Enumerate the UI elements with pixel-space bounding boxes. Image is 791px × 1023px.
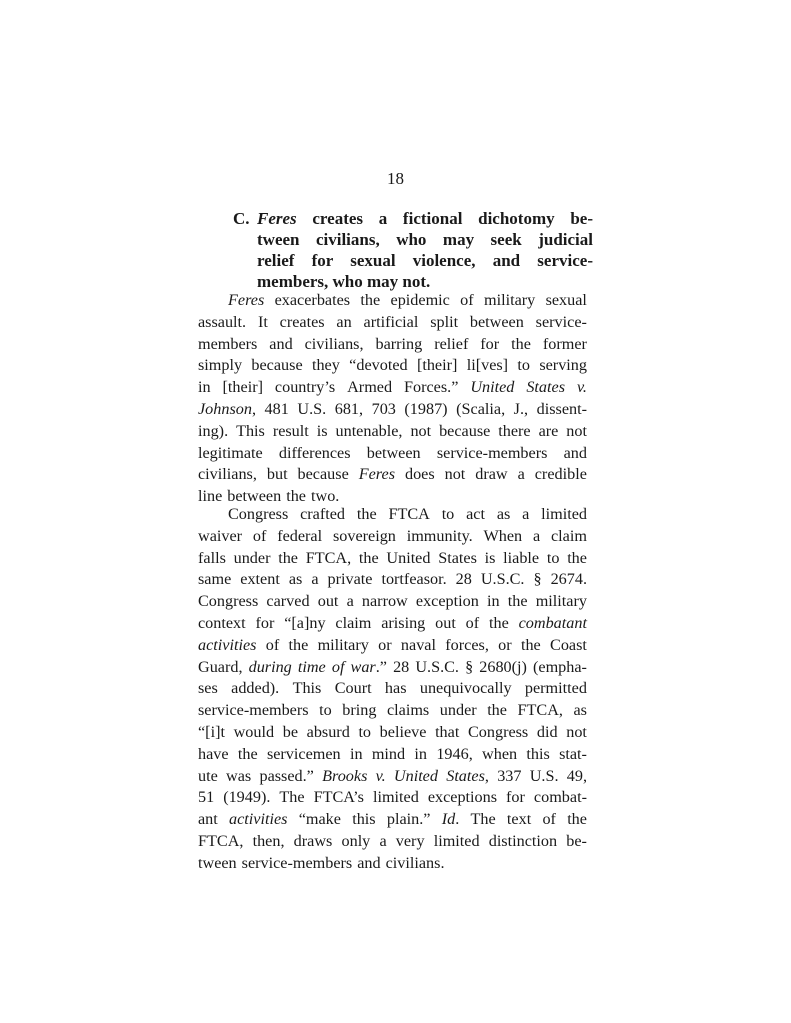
word: v. (576, 378, 587, 397)
word: U.S. (297, 399, 327, 418)
word: 1946, (436, 744, 473, 763)
word: a (346, 592, 354, 611)
text-line (198, 464, 587, 486)
text-line (198, 613, 587, 635)
word: FTCA, (305, 548, 352, 567)
word: federal (277, 526, 323, 545)
word: they (311, 356, 340, 375)
word: narrow (361, 592, 408, 611)
word: under (439, 701, 477, 720)
word: dissent- (536, 399, 587, 418)
word: The (279, 788, 305, 807)
text-line (198, 504, 587, 526)
word: as (288, 570, 303, 589)
word: passed.” (259, 766, 314, 785)
word: not (566, 421, 587, 440)
word: the (567, 810, 587, 829)
word: [their] (416, 356, 458, 375)
word: “[a]ny (284, 613, 326, 632)
word: draw (475, 465, 508, 484)
word: “devoted (349, 356, 408, 375)
word: 2680(j) (479, 657, 527, 676)
word: crafted (300, 505, 346, 523)
page-number: 18 (387, 169, 404, 188)
word: bring (342, 701, 377, 720)
word: forces, (445, 635, 489, 654)
word: claim (551, 526, 587, 545)
word: activities (198, 635, 257, 654)
word: mind (371, 744, 406, 763)
word: ant (198, 810, 218, 829)
word: limited (541, 505, 587, 523)
word: artificial (363, 312, 419, 331)
word: the (507, 592, 528, 611)
word: the (358, 548, 379, 567)
word: tortfeasor. (381, 570, 447, 589)
word: Armed (347, 378, 393, 397)
word: did (536, 722, 558, 741)
word: of (252, 526, 267, 545)
word: under (233, 548, 271, 567)
word: permitted (524, 679, 587, 698)
word: Court (334, 679, 372, 698)
word: United (386, 548, 431, 567)
word: absurd (306, 722, 350, 741)
word: tween (198, 853, 237, 872)
word: is (316, 421, 328, 440)
word: civilians, (198, 465, 257, 484)
text-line (198, 678, 587, 700)
word: combat- (533, 788, 587, 807)
text-line (198, 355, 587, 377)
word: 51 (198, 788, 215, 807)
word: “[i]t (198, 722, 225, 741)
word: of (542, 810, 556, 829)
word: the (360, 291, 381, 309)
word: in (198, 378, 211, 397)
word: military (483, 291, 536, 309)
word: added). (231, 679, 280, 698)
word: a (311, 570, 319, 589)
word: the (278, 548, 298, 567)
word: FTCA (388, 505, 430, 523)
word: stat- (559, 744, 587, 763)
word: line (198, 487, 223, 506)
word: combatant (518, 613, 587, 632)
word: would (233, 722, 275, 741)
word: The (470, 810, 496, 829)
word: to (517, 356, 530, 375)
word: li[ves] (466, 356, 509, 375)
word: ing). (198, 421, 229, 440)
text-line (198, 722, 587, 744)
word: claim (335, 613, 372, 632)
word: as (573, 701, 587, 720)
word: have (198, 744, 229, 763)
word: unequivocally (419, 679, 512, 698)
word: service- (535, 312, 587, 331)
text-line (198, 526, 587, 548)
word: are (538, 421, 559, 440)
text-line (198, 312, 587, 334)
text-line (198, 443, 587, 465)
word: carved (266, 592, 310, 611)
word: ute (198, 766, 218, 785)
text-line (198, 290, 587, 312)
word: two. (311, 487, 340, 506)
word: civilians. (385, 853, 445, 872)
word: limited (372, 788, 419, 807)
word: (1987) (404, 399, 448, 418)
word: the (487, 701, 507, 720)
word: but (266, 465, 288, 484)
word: exception (415, 592, 479, 611)
word: 703 (371, 399, 396, 418)
word: “make (298, 810, 341, 829)
word: to (441, 505, 455, 523)
word: (1949). (223, 788, 271, 807)
word: Brooks (322, 766, 368, 785)
word: Coast (550, 635, 587, 654)
word: of (265, 635, 280, 654)
word: 28 (393, 657, 410, 676)
word: differences (278, 443, 351, 462)
word: ses (198, 679, 218, 698)
word: there (498, 421, 531, 440)
word: exacerbates (274, 291, 351, 309)
word: of (465, 613, 480, 632)
word: v. (375, 766, 386, 785)
word: of (460, 291, 474, 309)
word: members (198, 334, 258, 353)
word: servicemen (266, 744, 341, 763)
word: 481 (264, 399, 289, 418)
word: FTCA, (198, 831, 244, 850)
word: to (358, 722, 372, 741)
word: This (292, 679, 322, 698)
word: or (378, 635, 392, 654)
word: distinction (488, 831, 558, 850)
word: context (198, 613, 246, 632)
word: a (379, 831, 387, 850)
word: same (198, 570, 232, 589)
text-line (198, 853, 587, 875)
text-line (198, 787, 587, 809)
word: States (438, 548, 477, 567)
word: then, (252, 831, 285, 850)
word: country’s (274, 378, 336, 397)
word: time (297, 657, 326, 676)
case-name: Feres (257, 209, 297, 228)
word: draws (293, 831, 333, 850)
word: claims (386, 701, 430, 720)
word: in (349, 744, 363, 763)
word: (empha- (533, 657, 587, 676)
word: 2674. (550, 570, 587, 589)
word: and (269, 334, 293, 353)
word: the (237, 744, 258, 763)
word: or (498, 635, 512, 654)
word: the (288, 635, 309, 654)
section-heading (233, 208, 593, 292)
word: waiver (198, 526, 243, 545)
text-line (198, 700, 587, 722)
word: service-members (436, 443, 548, 462)
word: sexual (545, 291, 587, 309)
word: to (546, 548, 560, 567)
word: as (496, 505, 511, 523)
word: plain.” (386, 810, 431, 829)
word: U.S.C. (415, 657, 459, 676)
word: during (248, 657, 292, 676)
section-heading-text (257, 208, 593, 292)
word: § (533, 570, 542, 589)
word: the (286, 487, 306, 506)
text-line (198, 569, 587, 591)
word: for (480, 334, 500, 353)
word: Congress (228, 505, 289, 523)
paragraph-feres-split (198, 290, 587, 508)
text-line (198, 809, 587, 831)
word: civilians, (304, 334, 364, 353)
word: in (414, 744, 428, 763)
word: exceptions (427, 788, 498, 807)
word: the (488, 613, 509, 632)
word: (Scalia, (456, 399, 506, 418)
word: military (317, 635, 369, 654)
word: § (465, 657, 474, 676)
text-line (198, 744, 587, 766)
word: and (357, 853, 381, 872)
word: military (535, 592, 587, 611)
word: war.” (350, 657, 387, 676)
word: between (469, 312, 524, 331)
word: Guard, (198, 657, 243, 676)
word: activities (229, 810, 288, 829)
word: FTCA, (517, 701, 563, 720)
word: Congress (467, 722, 529, 741)
word: U.S. (529, 766, 559, 785)
word: not (410, 421, 432, 440)
word: creates (279, 312, 325, 331)
word: 337 (497, 766, 522, 785)
word: barring (375, 334, 423, 353)
word: falls (198, 548, 226, 567)
word: service-members (198, 701, 309, 720)
word: an (336, 312, 352, 331)
word: legitimate (198, 443, 263, 462)
word: not (566, 722, 587, 741)
word: be (282, 722, 298, 741)
word: because (297, 465, 349, 484)
text-line (198, 657, 587, 679)
word: for (255, 613, 275, 632)
word: United (393, 766, 438, 785)
word: to (319, 701, 332, 720)
text-line (198, 421, 587, 443)
word: extent (240, 570, 280, 589)
word: the (511, 334, 531, 353)
text-line (198, 334, 587, 356)
word: 28 (455, 570, 472, 589)
heading-line: Feres creates a fictional dichotomy be- (257, 209, 593, 228)
word: between (227, 487, 282, 506)
word: be- (566, 831, 587, 850)
heading-line: tween civilians, who may seek judicial (257, 230, 593, 249)
heading-line: relief for sexual violence, and service- (257, 251, 593, 270)
word: limited (433, 831, 480, 850)
word: former (542, 334, 587, 353)
section-heading-marker: C. (233, 209, 250, 228)
word: serving (539, 356, 587, 375)
word: naval (400, 635, 436, 654)
word: the (356, 505, 377, 523)
word: Id. (441, 810, 460, 829)
word: When (483, 526, 523, 545)
word: liable (503, 548, 540, 567)
word: simply (198, 356, 243, 375)
word: has (384, 679, 407, 698)
word: U.S.C. (480, 570, 525, 589)
text-line (198, 377, 587, 399)
word: J., (513, 399, 529, 418)
word: sovereign (332, 526, 396, 545)
word: believe (379, 722, 427, 741)
word: a (532, 526, 541, 545)
word: of (331, 657, 345, 676)
word: in (487, 592, 500, 611)
word: arising (381, 613, 426, 632)
word: was (226, 766, 252, 785)
text-line (198, 548, 587, 570)
word: relief (434, 334, 469, 353)
text-line (198, 635, 587, 657)
word: result (272, 421, 309, 440)
word: a (522, 505, 530, 523)
word: Feres (228, 291, 265, 309)
word: credible (534, 465, 587, 484)
word: This (236, 421, 265, 440)
word: because (439, 421, 491, 440)
word: Feres (358, 465, 395, 484)
word: assault. (198, 312, 247, 331)
word: because (251, 356, 303, 375)
word: Congress (198, 592, 259, 611)
word: split (430, 312, 459, 331)
word: and (563, 443, 587, 462)
word: between (366, 443, 421, 462)
word: very (395, 831, 425, 850)
word: immunity. (406, 526, 473, 545)
word: the (567, 548, 587, 567)
word: out (435, 613, 456, 632)
word: a (517, 465, 525, 484)
word: out (317, 592, 339, 611)
word: Johnson, (198, 399, 256, 418)
word: not (444, 465, 466, 484)
word: does (404, 465, 435, 484)
word: for (506, 788, 525, 807)
word: 49, (566, 766, 587, 785)
word: this (352, 810, 376, 829)
word: text (506, 810, 532, 829)
text-line (198, 766, 587, 788)
word: States, (446, 766, 489, 785)
word: 681, (334, 399, 364, 418)
word: is (484, 548, 496, 567)
word: only (341, 831, 371, 850)
word: FTCA’s (313, 788, 364, 807)
word: States (526, 378, 565, 397)
word: [their] (222, 378, 263, 397)
text-line (198, 591, 587, 613)
word: untenable, (335, 421, 403, 440)
text-line (198, 831, 587, 853)
text-line (198, 399, 587, 421)
word: epidemic (390, 291, 450, 309)
paragraph-congress-ftca (198, 504, 587, 875)
heading-line: members, who may not. (257, 272, 431, 291)
word: when (482, 744, 518, 763)
word: that (435, 722, 460, 741)
word: act (466, 505, 485, 523)
word: service-members (241, 853, 353, 872)
word: this (526, 744, 550, 763)
word: Forces.” (404, 378, 459, 397)
word: the (520, 635, 541, 654)
word: private (327, 570, 373, 589)
word: United (470, 378, 515, 397)
word: It (257, 312, 268, 331)
